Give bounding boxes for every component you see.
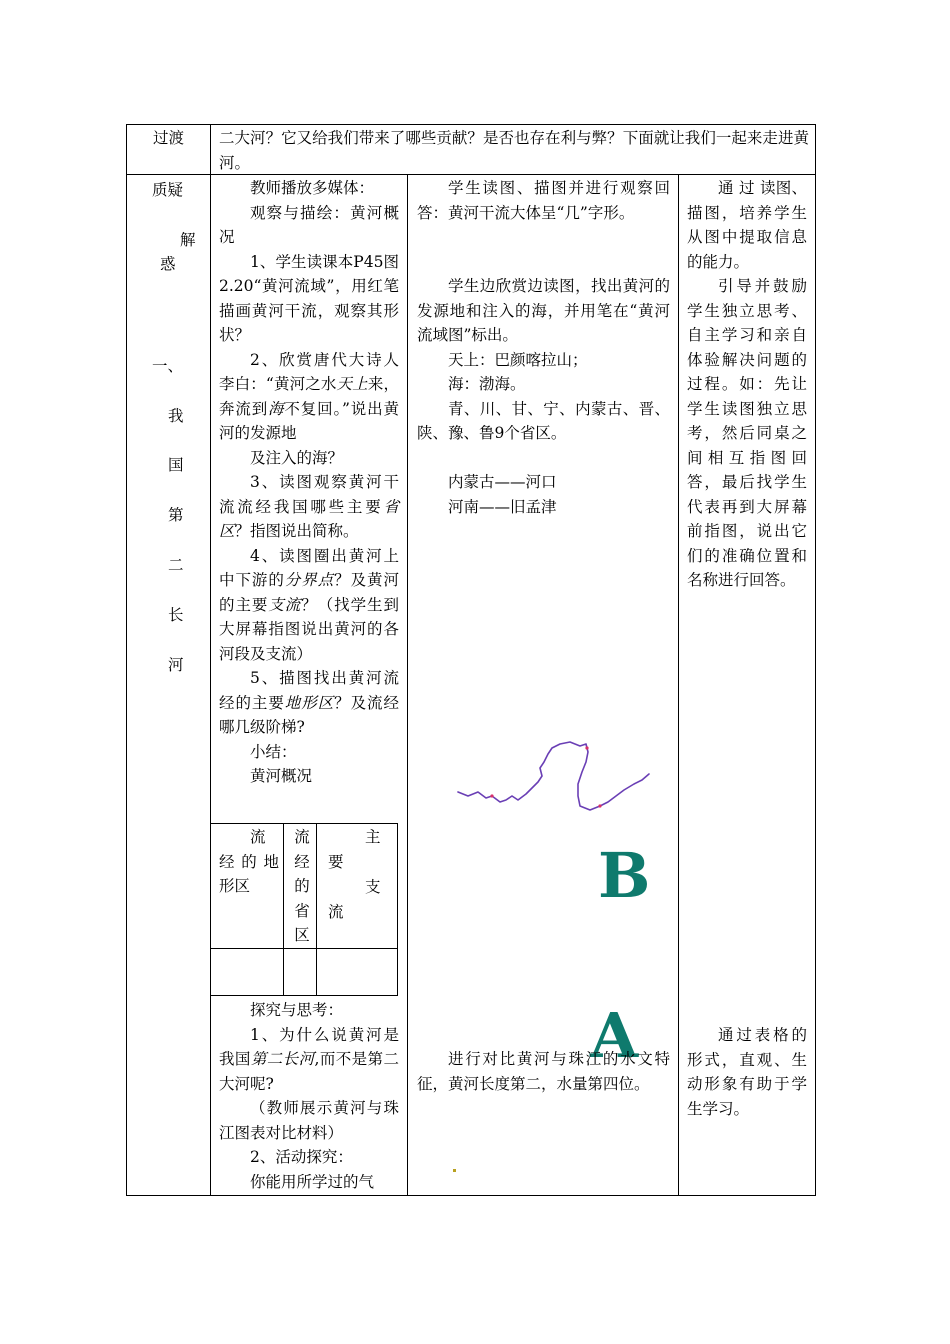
student-text: 内蒙古——河口 <box>448 473 557 491</box>
teacher-text: 黄河概况 <box>250 767 313 785</box>
table-border-left <box>126 124 127 1196</box>
teacher-text: 1、为什么说黄河是我国第二长河,而不是第二大河呢? <box>219 1025 399 1093</box>
summary-table-col1 <box>283 823 284 996</box>
student-text: 学生读图、描图并进行观察回答：黄河干流大体呈“几”字形。 <box>417 179 670 222</box>
summary-header-provinces: 流经的省区 <box>294 828 310 944</box>
row-label-line: 我 <box>168 407 184 425</box>
teacher-text: 2、欣赏唐代大诗人李白：“黄河之水天上来， 奔流到海不复回。”说出黄河的发源地 <box>219 350 399 442</box>
teacher-text: （教师展示黄河与珠江图表对比材料） <box>219 1099 399 1142</box>
intent-text: 通 过 读图、描图，培养学生从图中提取信息的能力。 <box>687 179 807 271</box>
row-label-line: 解 <box>180 231 196 249</box>
row-label-line: 河 <box>168 656 184 674</box>
transition-text: 二大河？它又给我们带来了哪些贡献？是否也存在利与弊？下面就让我们一起来走进黄河。 <box>219 129 809 172</box>
summary-header-terrain: 流经的地形区 <box>219 828 279 895</box>
row-label-transition: 过渡 <box>152 129 184 147</box>
student-spacer <box>417 446 670 471</box>
row-label-line: 长 <box>168 606 184 624</box>
stray-dot <box>453 1169 456 1172</box>
intent-column-lower <box>687 1023 807 1121</box>
summary-header-tributaries-b: 要 <box>328 853 344 871</box>
student-column-lower <box>417 1047 670 1096</box>
row-label-line: 一、 <box>152 357 184 375</box>
student-text: 天上：巴颜喀拉山； <box>448 350 588 369</box>
row-label-line: 惑 <box>160 255 176 273</box>
row-label-line: 国 <box>168 456 184 474</box>
summary-table-right <box>397 823 398 996</box>
intent-column <box>687 176 807 593</box>
teacher-text: 5、描图找出黄河流经的主要地形区？及流经哪几级阶梯? <box>219 669 399 736</box>
table-column-divider-3 <box>678 174 679 1196</box>
teacher-text: 教师播放多媒体： <box>250 179 375 197</box>
intent-text: 通过表格的形式，直观、生动形象有助于学生学习。 <box>687 1026 807 1118</box>
table-column-divider-2 <box>407 174 408 1196</box>
river-mark <box>598 804 601 807</box>
teacher-text: 探究与思考： <box>250 1001 344 1019</box>
table-column-divider-1 <box>210 124 211 1196</box>
map-letter-a: A <box>590 999 639 1072</box>
row-label-line: 二 <box>168 556 184 574</box>
student-text: 学生边欣赏边读图，找出黄河的发源地和注入的海，并用笔在“黄河流域图”标出。 <box>417 277 670 344</box>
teacher-column-lower <box>219 998 399 1194</box>
river-mark <box>585 746 588 749</box>
summary-header-tributaries-d: 流 <box>328 903 344 921</box>
row-label-line: 质疑 <box>152 181 184 199</box>
teacher-text: 及注入的海？ <box>250 448 344 467</box>
map-letter-b: B <box>598 839 651 912</box>
summary-table-mid <box>210 948 398 949</box>
table-border-top <box>126 124 816 125</box>
summary-table-top <box>210 823 398 824</box>
teacher-text: 你能用所学过的气 <box>250 1172 375 1191</box>
summary-header-tributaries-a: 主 <box>365 828 381 846</box>
yellow-river-sketch <box>440 730 670 830</box>
student-text: 青、川、甘、宁、内蒙古、晋、陕、豫、鲁9个省区。 <box>417 399 670 442</box>
row-label-line: 第 <box>168 506 184 524</box>
student-spacer <box>417 250 670 275</box>
student-text: 进行对比黄河与珠江的水文特征，黄河长度第二，水量第四位。 <box>417 1050 670 1093</box>
summary-header-tributaries-c: 支 <box>365 878 381 896</box>
intent-text: 引导并鼓励学生独立思考、自主学习和亲自体验解决问题的过程。如：先让学生读图独立思考，然后同桌之间相互指图回答，最后找学生代表再到大屏幕前指图，说出它们的准确位置和名称进行回答。 <box>687 277 807 589</box>
summary-table <box>210 823 398 996</box>
teacher-text: 3、读图观察黄河干流流经我国哪些主要省区？指图说出简称。 <box>219 473 399 540</box>
student-text: 河南——旧孟津 <box>448 497 557 516</box>
summary-table-bottom <box>210 995 398 996</box>
teacher-column <box>219 176 399 789</box>
yellow-river-line <box>458 742 649 810</box>
teacher-text: 1、学生读课本P45图2.20“黄河流域”，用红笔描画黄河干流，观察其形状？ <box>219 252 399 344</box>
teacher-text: 2、活动探究： <box>250 1148 353 1166</box>
student-text: 海：渤海。 <box>448 375 526 393</box>
table-border-bottom <box>126 1195 816 1196</box>
student-column <box>417 176 670 519</box>
table-border-right <box>815 124 816 1196</box>
teacher-text: 小结： <box>250 742 297 761</box>
river-mark <box>490 794 493 797</box>
summary-table-col2 <box>316 823 317 996</box>
teacher-text: 4、读图圈出黄河上中下游的分界点？及黄河的主要支流？（找学生到大屏幕指图说出黄河的各河段及支流） <box>219 546 399 663</box>
teacher-text: 观察与描绘：黄河概况 <box>219 203 399 246</box>
student-spacer <box>417 225 670 250</box>
